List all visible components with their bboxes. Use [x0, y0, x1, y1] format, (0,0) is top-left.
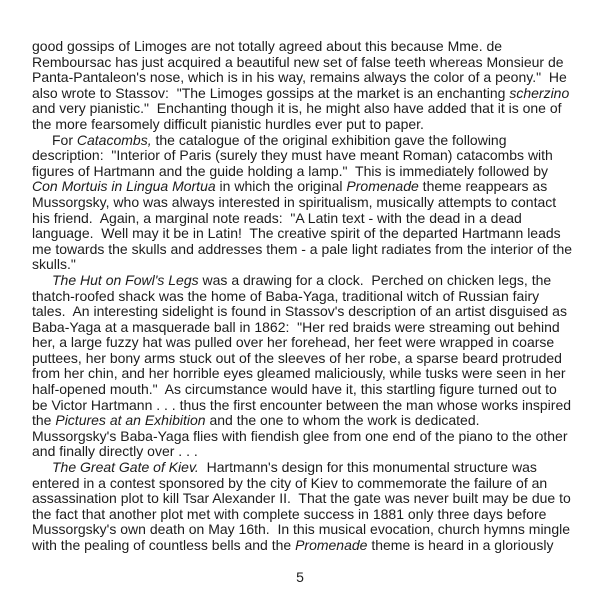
text-run: theme reappears as [418, 178, 548, 195]
text-line [32, 257, 580, 273]
text-run: skulls." [32, 256, 76, 273]
text-line [32, 179, 580, 195]
text-line [32, 304, 580, 320]
italic-title-text: Catacombs, [76, 131, 152, 148]
text-run: was a drawing for a clock. Perched on chicken legs, the [198, 271, 552, 288]
text-run: me towards the skulls and addresses them - a pale light radiates from the interior of the [32, 240, 573, 257]
paragraph [32, 39, 580, 133]
text-run: figures of Hartmann and the guide holding a lamp." This is immediately followed by [32, 162, 548, 179]
italic-title-text: The Hut on Fowl's Legs [52, 271, 199, 288]
text-line [32, 211, 580, 227]
text-run: the catalogue of the original exhibition gave the following [151, 131, 507, 148]
text-run: the fact that another plot met with complete success in 1881 only three days before [32, 505, 547, 522]
text-run: be Victor Hartmann . . . thus the first encounter between the man whose works inspired [32, 396, 572, 413]
page-number: 5 [296, 569, 304, 585]
text-run: Mussorgsky's own death on May 16th. In this musical evocation, church hymns mingle [32, 521, 571, 538]
text-run: Hartmann's design for this monumental structure was [198, 459, 537, 476]
italic-title-text: Promenade [295, 537, 368, 553]
text-line [32, 429, 580, 445]
paragraph [32, 133, 580, 273]
text-run: with the pealing of countless bells and the [32, 537, 296, 553]
text-run: his friend. Again, a marginal note reads: "A Latin text - with the dead in a dead [32, 209, 522, 226]
italic-title-text: The Great Gate of Kiev. [52, 459, 199, 476]
body-text [32, 39, 580, 554]
text-run: and very pianistic." Enchanting though it is, he might also have added that it is one of [32, 100, 562, 117]
text-run: and finally directly over . . . [32, 443, 198, 460]
text-run: the more fearsomely difficult pianistic hurdles ever put to paper. [32, 115, 424, 132]
italic-title-text: Con Mortuis in Lingua Mortua [32, 178, 216, 195]
text-run: Panta-Pantaleon's nose, which is in his way, remains always the color of a peony." He [32, 69, 567, 86]
italic-title-text: scherzino [509, 84, 570, 101]
text-run: half-opened mouth." As circumstance would have it, this startling figure turned out to [32, 381, 557, 398]
text-line [32, 86, 580, 102]
text-run: the [32, 412, 56, 429]
text-line [32, 148, 580, 164]
text-line [32, 491, 580, 507]
text-line [32, 242, 580, 258]
text-line [32, 413, 580, 429]
text-line [32, 366, 580, 382]
text-line [32, 444, 580, 460]
text-line [32, 39, 580, 55]
text-run: also wrote to Stassov: "The Limoges gossips at the market is an enchanting [32, 84, 510, 101]
text-line [32, 507, 580, 523]
text-line [32, 382, 580, 398]
paragraph [32, 460, 580, 554]
text-run: in which the original [215, 178, 347, 195]
text-run: For [52, 131, 77, 148]
text-run: tales. An interesting sidelight is found in Stassov's description of an artist disguised as [32, 303, 567, 320]
text-line [32, 289, 580, 305]
text-line [32, 133, 580, 149]
text-run: entered in a contest sponsored by the city of Kiev to commemorate the failure of an [32, 474, 548, 491]
text-run: assassination plot to kill Tsar Alexander II. That the gate was never built may be due to [32, 490, 571, 507]
paragraph [32, 273, 580, 460]
text-line [32, 195, 580, 211]
text-line [32, 522, 580, 538]
text-line [32, 55, 580, 71]
text-line [32, 460, 580, 476]
text-line [32, 101, 580, 117]
text-run: Remboursac has just acquired a beautiful new set of false teeth whereas Monsieur de [32, 53, 564, 70]
text-run: description: "Interior of Paris (surely they must have meant Roman) catacombs with [32, 147, 553, 164]
text-run: Baba-Yaga at a masquerade ball in 1862: "Her red braids were streaming out behind [32, 318, 560, 335]
text-line [32, 320, 580, 336]
text-line [32, 70, 580, 86]
text-run: puttees, her bony arms stuck out of the sleeves of her robe, a sparse beard protruded [32, 349, 562, 366]
text-line [32, 538, 580, 554]
text-run: good gossips of Limoges are not totally agreed about this because Mme. de [32, 38, 503, 54]
text-line [32, 335, 580, 351]
text-line [32, 476, 580, 492]
text-run: Mussorgsky, who was always interested in spiritualism, musically attempts to contact [32, 193, 557, 210]
italic-title-text: Promenade [346, 178, 419, 195]
text-line [32, 273, 580, 289]
text-run: Mussorgsky's Baba-Yaga flies with fiendish glee from one end of the piano to the other [32, 427, 568, 444]
text-line [32, 398, 580, 414]
text-line [32, 351, 580, 367]
text-run: language. Well may it be in Latin! The creative spirit of the departed Hartmann leads [32, 225, 561, 242]
text-run: thatch-roofed shack was the home of Baba-Yaga, traditional witch of Russian fairy [32, 287, 540, 304]
text-line [32, 226, 580, 242]
italic-title-text: Pictures at an Exhibition [55, 412, 206, 429]
text-run: and the one to whom the work is dedicated. [205, 412, 480, 429]
text-run: theme is heard in a gloriously [367, 537, 554, 553]
text-run: from her chin, and her horrible eyes gleamed maliciously, while tusks were seen in her [32, 365, 566, 382]
text-line [32, 117, 580, 133]
text-run: her, a large fuzzy hat was pulled over her forehead, her feet were wrapped in coarse [32, 334, 555, 351]
text-line [32, 164, 580, 180]
